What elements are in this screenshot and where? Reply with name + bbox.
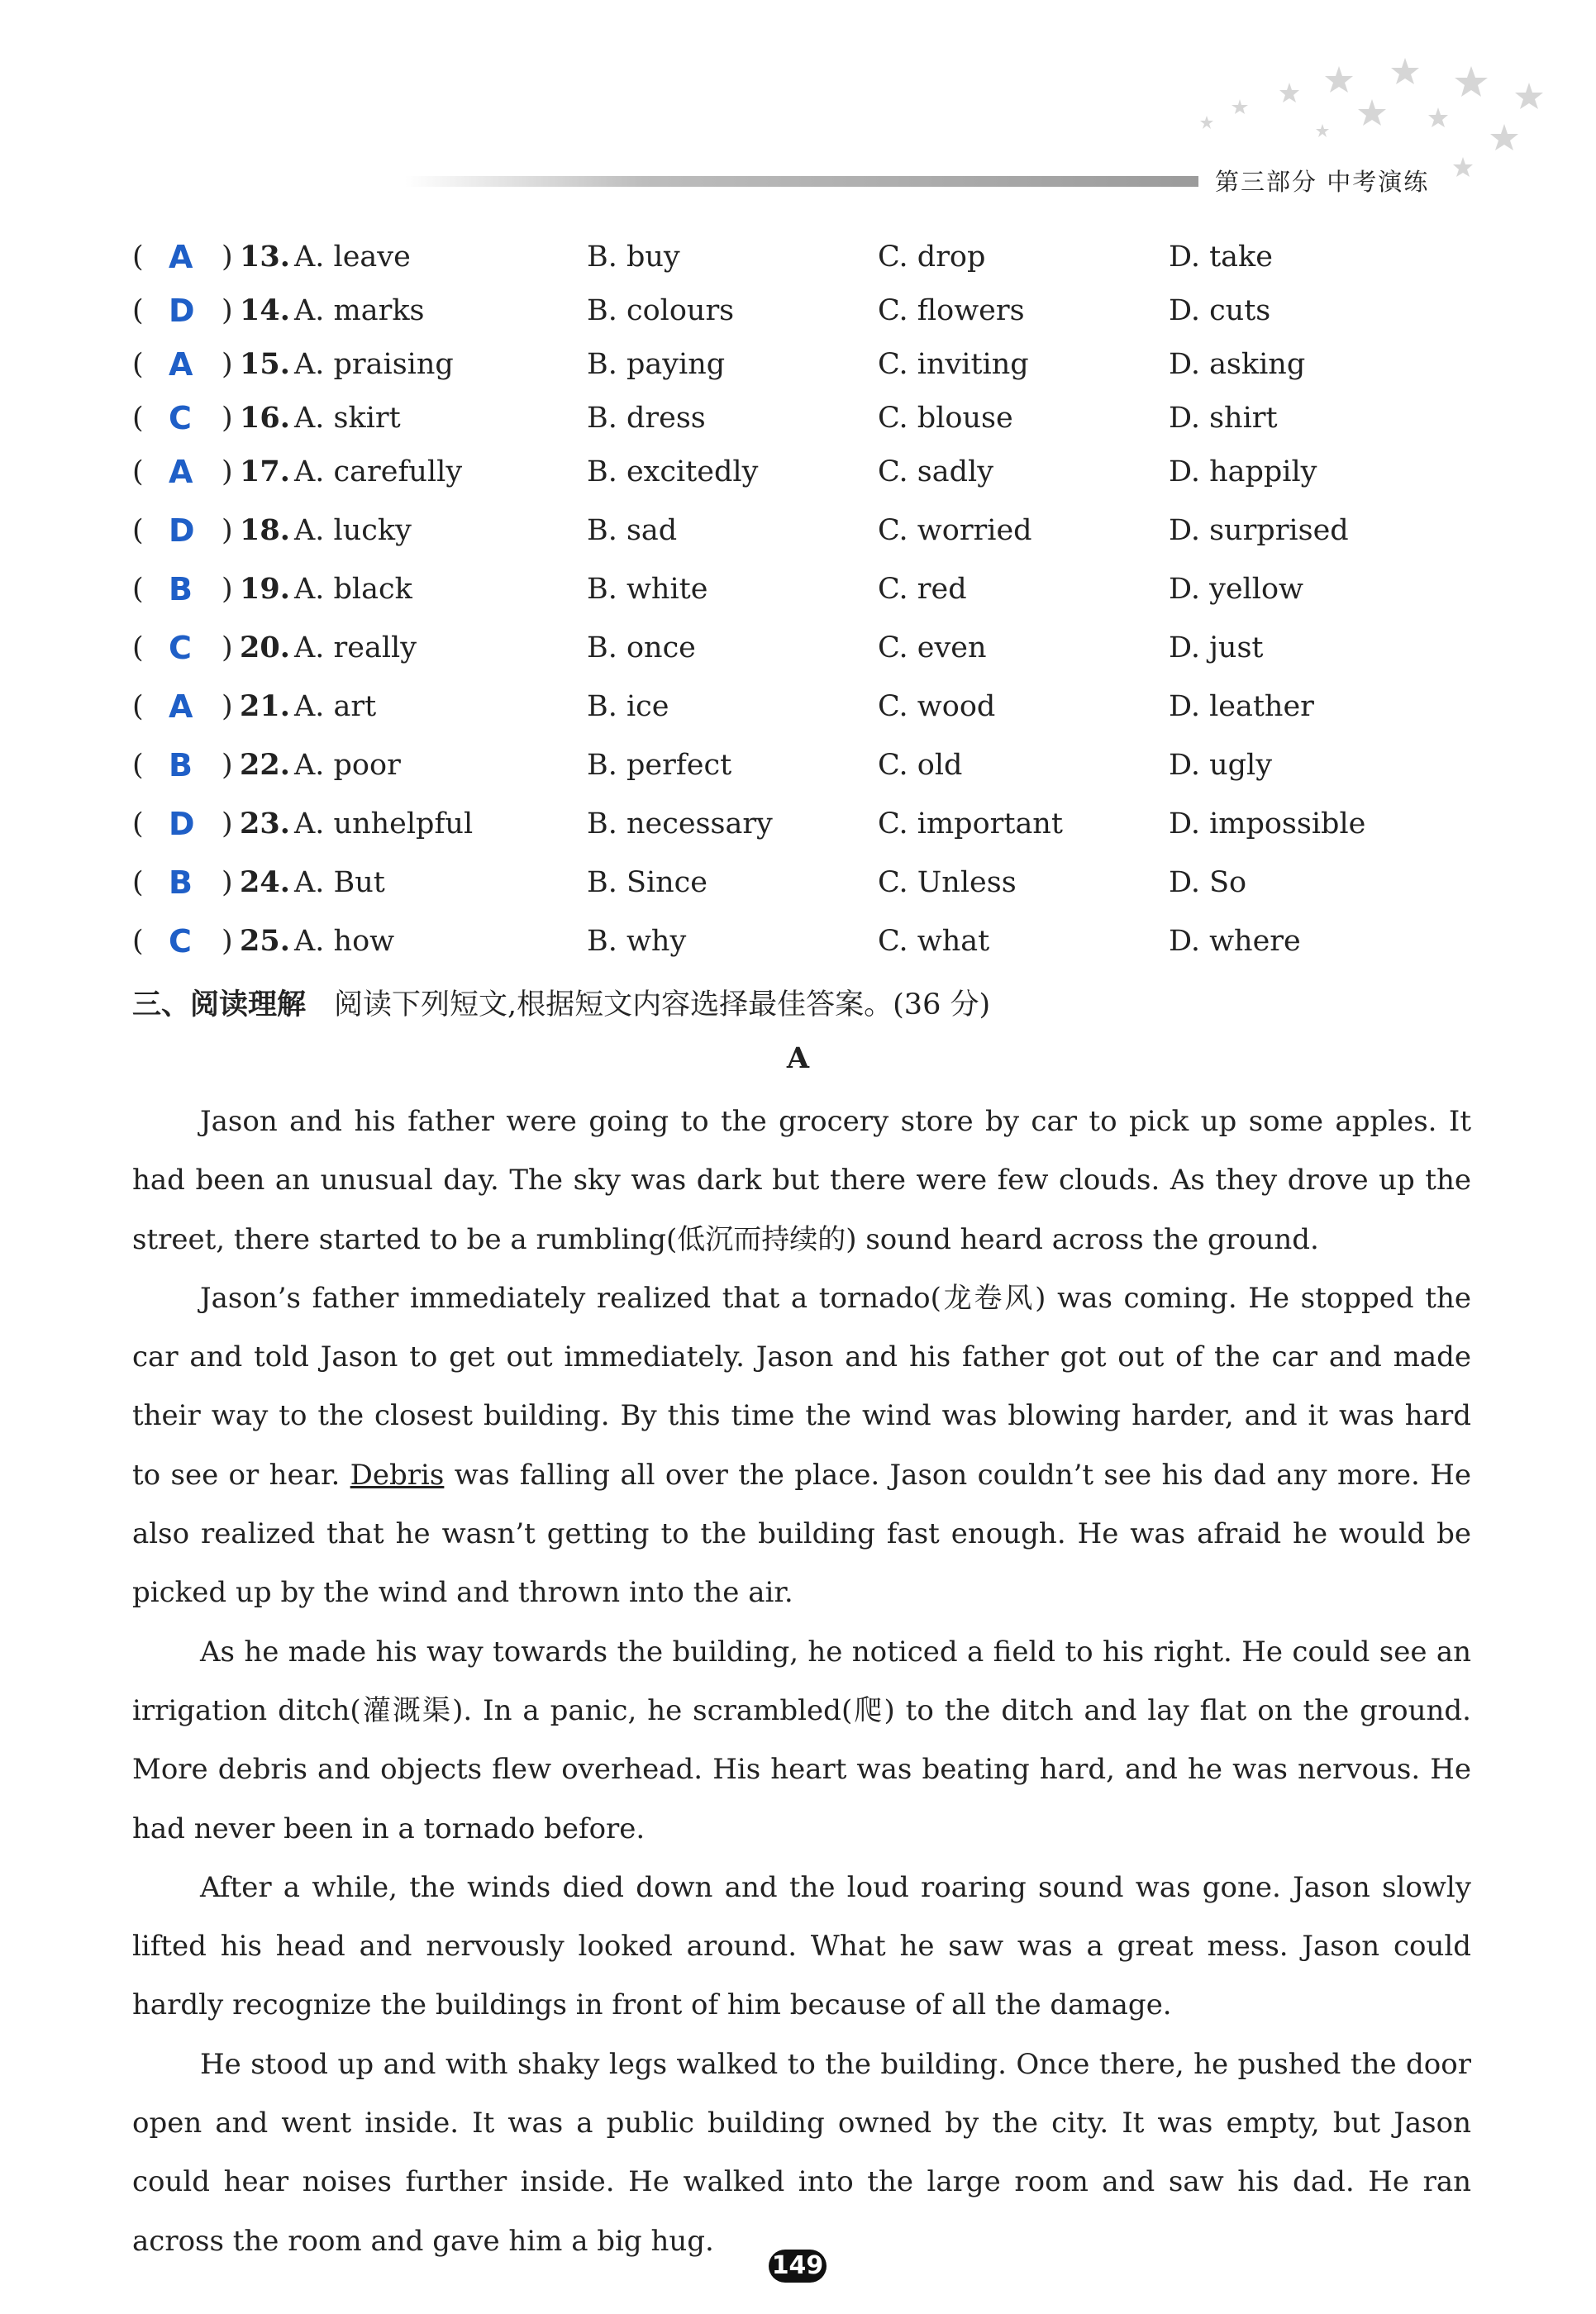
option-c: C. wood [878, 690, 996, 723]
paren-left: ( [132, 866, 144, 899]
option-a: A. poor [294, 749, 401, 782]
option-b: B. necessary [587, 807, 773, 840]
option-c: C. even [878, 631, 987, 664]
option-a: A. really [294, 631, 417, 664]
answer-letter: C [169, 400, 192, 436]
paren-right: ) [222, 925, 233, 958]
question-number: 15. [240, 347, 290, 381]
option-a: A. skirt [294, 402, 401, 435]
paren-left: ( [132, 514, 144, 547]
paragraph-4: After a while, the winds died down and the loud roaring sound was gone. Jason slowly lifted his head and nervously looked around. What he saw was a great mess. Jason could hardly recognize the buildings in front of him because of all the damage. [132, 1870, 1471, 2022]
option-c: C. sadly [878, 455, 993, 488]
question-row [0, 566, 1596, 612]
paragraph-5: He stood up and with shaky legs walked to the building. Once there, he pushed the door open and went inside. It was a public building owned by the city. It was empty, but Jason could hear noises further inside. He walked into the large room and saw his dad. He ran across the room and gave him a big hug. [132, 2047, 1471, 2258]
answer-letter: A [169, 346, 193, 383]
option-b: B. once [587, 631, 696, 664]
option-d: D. shirt [1169, 402, 1278, 435]
option-a: A. carefully [294, 455, 463, 488]
option-c: C. red [878, 573, 967, 606]
question-row [0, 625, 1596, 671]
question-number: 16. [240, 401, 290, 435]
answer-letter: B [169, 864, 193, 901]
option-b: B. Since [587, 866, 707, 899]
paren-left: ( [132, 402, 144, 435]
question-row [0, 341, 1596, 388]
paren-left: ( [132, 455, 144, 488]
paren-right: ) [222, 514, 233, 547]
option-b: B. excitedly [587, 455, 759, 488]
option-d: D. ugly [1169, 749, 1272, 782]
paren-left: ( [132, 631, 144, 664]
option-d: D. surprised [1169, 514, 1349, 547]
paren-left: ( [132, 749, 144, 782]
question-row [0, 395, 1596, 441]
answer-letter: D [169, 806, 195, 842]
option-c: C. flowers [878, 294, 1025, 327]
option-b: B. paying [587, 348, 726, 381]
question-row [0, 918, 1596, 964]
passage-title: A [786, 1041, 810, 1075]
option-c: C. what [878, 925, 990, 958]
option-a: A. unhelpful [294, 807, 474, 840]
option-a: A. leave [294, 240, 411, 274]
option-b: B. perfect [587, 749, 732, 782]
paragraph-3: As he made his way towards the building, he noticed a field to his right. He could see an irrigation ditch(灌溉渠). In a panic, he scrambled(爬) to the ditch and lay flat on the ground. More debris and objects flew overhead. His heart was beating hard, and he was nervous. He had never been in a tornado before. [132, 1635, 1471, 1845]
question-number: 25. [240, 924, 290, 958]
answer-letter: D [169, 293, 195, 329]
paren-right: ) [222, 749, 233, 782]
answer-letter: C [169, 923, 192, 959]
paragraph-2-start: Jason’s father immediately realized that a tornado(龙卷风) was coming. He stopped the car and told Jason to get out immediately. Jason and his father got out of the car and made their way to the closest building. By this time the wind was blowing harder, and it was hard to see or hear. [132, 1281, 1471, 1492]
answer-letter: A [169, 454, 193, 490]
question-number: 18. [240, 513, 290, 547]
option-c: C. worried [878, 514, 1032, 547]
option-a: A. lucky [294, 514, 412, 547]
paren-left: ( [132, 240, 144, 274]
paren-right: ) [222, 294, 233, 327]
option-c: C. blouse [878, 402, 1013, 435]
option-d: D. happily [1169, 455, 1317, 488]
question-number: 21. [240, 689, 290, 723]
paragraph-1: Jason and his father were going to the grocery store by car to pick up some apples. It had been an unusual day. The sky was dark but there were few clouds. As they drove up the street, there started to be a rumbling(低沉而持续的) sound heard across the ground. [132, 1105, 1471, 1256]
question-row [0, 801, 1596, 847]
option-a: A. black [294, 573, 412, 606]
paren-left: ( [132, 690, 144, 723]
header-title: 第三部分 中考演练 [1215, 168, 1430, 196]
option-b: B. ice [587, 690, 669, 723]
answer-letter: A [169, 688, 193, 725]
paragraph-2-end: was falling all over the place. Jason couldn’t see his dad any more. He also realized that he wasn’t getting to the building fast enough. He was afraid he would be picked up by the wind and thrown into the air. [132, 1458, 1472, 1610]
option-d: D. leather [1169, 690, 1314, 723]
answer-letter: C [169, 630, 192, 666]
section-title: 三、阅读理解 [132, 988, 307, 1021]
option-d: D. So [1169, 866, 1247, 899]
option-c: C. old [878, 749, 963, 782]
option-a: A. But [294, 866, 385, 899]
paren-right: ) [222, 866, 233, 899]
option-a: A. art [294, 690, 377, 723]
option-d: D. just [1169, 631, 1264, 664]
option-b: B. white [587, 573, 708, 606]
option-b: B. dress [587, 402, 706, 435]
option-c: C. Unless [878, 866, 1017, 899]
option-a: A. marks [294, 294, 425, 327]
paren-left: ( [132, 294, 144, 327]
answer-letter: B [169, 747, 193, 783]
paren-right: ) [222, 455, 233, 488]
option-b: B. sad [587, 514, 678, 547]
option-d: D. yellow [1169, 573, 1303, 606]
option-c: C. important [878, 807, 1063, 840]
answer-letter: D [169, 512, 195, 549]
page-number: 149 [769, 2250, 827, 2283]
option-d: D. asking [1169, 348, 1306, 381]
paren-left: ( [132, 348, 144, 381]
question-row [0, 742, 1596, 788]
reading-passage [132, 1093, 1471, 2271]
option-b: B. buy [587, 240, 680, 274]
answer-letter: A [169, 239, 193, 275]
option-c: C. inviting [878, 348, 1029, 381]
paren-right: ) [222, 348, 233, 381]
paren-right: ) [222, 690, 233, 723]
question-number: 24. [240, 865, 290, 899]
option-d: D. cuts [1169, 294, 1271, 327]
paren-right: ) [222, 631, 233, 664]
question-row [0, 234, 1596, 280]
question-number: 20. [240, 631, 290, 664]
section-instruction: 阅读下列短文,根据短文内容选择最佳答案。(36 分) [334, 988, 991, 1021]
paren-left: ( [132, 925, 144, 958]
paren-left: ( [132, 573, 144, 606]
paren-right: ) [222, 573, 233, 606]
paren-left: ( [132, 807, 144, 840]
option-b: B. why [587, 925, 687, 958]
option-d: D. impossible [1169, 807, 1366, 840]
underlined-word: Debris [350, 1458, 445, 1492]
question-number: 17. [240, 455, 290, 488]
option-a: A. praising [294, 348, 454, 381]
question-number: 13. [240, 240, 290, 274]
question-row [0, 449, 1596, 495]
paragraph-2 [132, 1269, 1471, 1623]
paren-right: ) [222, 402, 233, 435]
question-number: 23. [240, 807, 290, 840]
option-c: C. drop [878, 240, 986, 274]
answer-letter: B [169, 571, 193, 607]
question-row [0, 507, 1596, 554]
paren-right: ) [222, 807, 233, 840]
option-b: B. colours [587, 294, 735, 327]
question-row [0, 288, 1596, 334]
question-number: 19. [240, 572, 290, 606]
question-number: 14. [240, 293, 290, 327]
option-a: A. how [294, 925, 395, 958]
section-heading [132, 982, 990, 1023]
paren-right: ) [222, 240, 233, 274]
header-rule [405, 176, 1198, 187]
option-d: D. where [1169, 925, 1301, 958]
question-row [0, 683, 1596, 730]
question-row [0, 859, 1596, 906]
question-number: 22. [240, 748, 290, 782]
option-d: D. take [1169, 240, 1273, 274]
